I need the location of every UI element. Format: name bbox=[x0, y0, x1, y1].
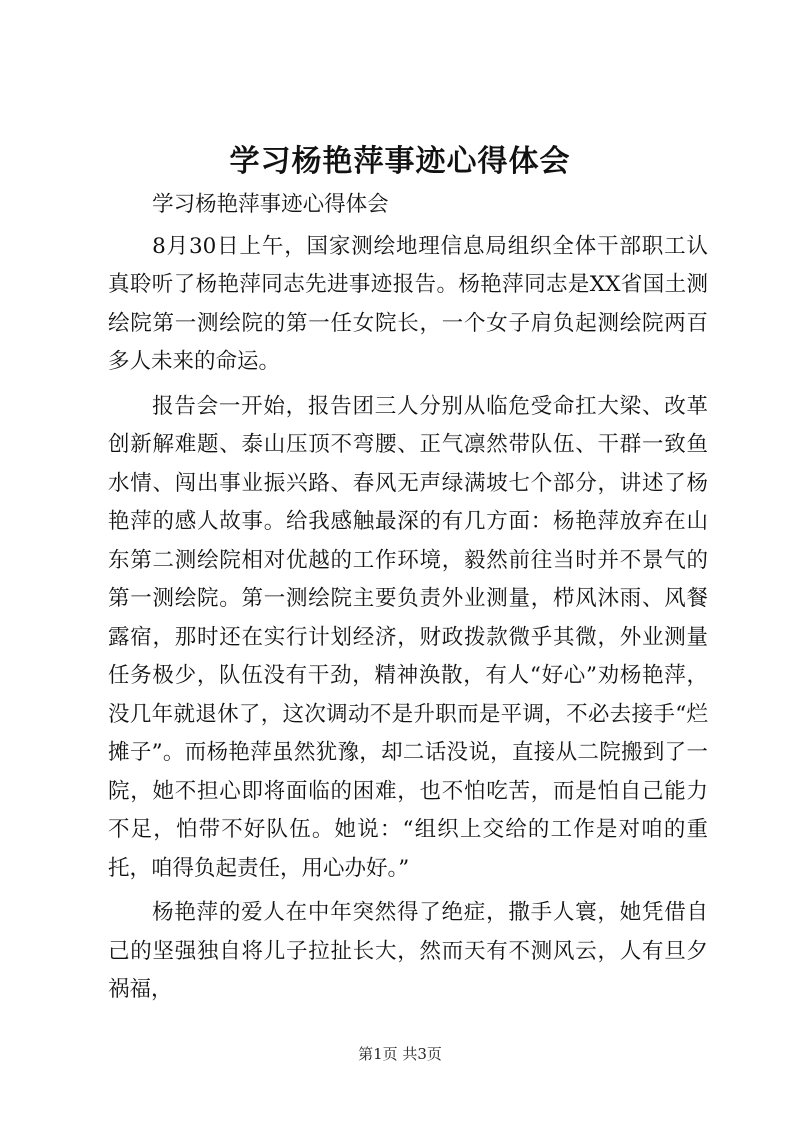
paragraph-2: 报告会一开始，报告团三人分别从临危受命扛大梁、改革创新解难题、泰山压顶不弯腰、正气凛然带队伍、干群一致鱼水情、闯出事业振兴路、春风无声绿满坡七个部分，讲述了杨艳萍的感人故事。给我感触最深的有几方面：杨艳萍放弃在山东第二测绘院相对优越的工作环境，毅然前往当时并不景气的第一测绘院。第一测绘院主要负责外业测量，栉风沐雨、风餐露宿，那时还在实行计划经济，财政拨款微乎其微，外业测量任务极少，队伍没有干劲，精神涣散，有人“好心”劝杨艳萍，没几年就退休了，这次调动不是升职而是平调，不必去接手“烂摊子”。而杨艳萍虽然犹豫，却二话没说，直接从二院搬到了一院，她不担心即将面临的困难，也不怕吃苦，而是怕自己能力不足，怕带不好队伍。她说：“组织上交给的工作是对咱的重托，咱得负起责任，用心办好。” bbox=[108, 393, 708, 881]
document-title: 学习杨艳萍事迹心得体会 bbox=[229, 144, 571, 179]
paragraph-1: 8月30日上午，国家测绘地理信息局组织全体干部职工认真聆听了杨艳萍同志先进事迹报告。杨艳萍同志是XX省国土测绘院第一测绘院的第一任女院长，一个女子肩负起测绘院两百多人未来的命运。 bbox=[108, 233, 708, 374]
page-footer: 第1页 共3页 bbox=[358, 1045, 442, 1063]
paragraph-subtitle: 学习杨艳萍事迹心得体会 bbox=[152, 192, 389, 217]
document-body bbox=[108, 186, 708, 1016]
paragraph-3: 杨艳萍的爱人在中年突然得了绝症，撒手人寰，她凭借自己的坚强独自将儿子拉扯长大，然而天有不测风云，人有旦夕祸福， bbox=[108, 900, 708, 1002]
